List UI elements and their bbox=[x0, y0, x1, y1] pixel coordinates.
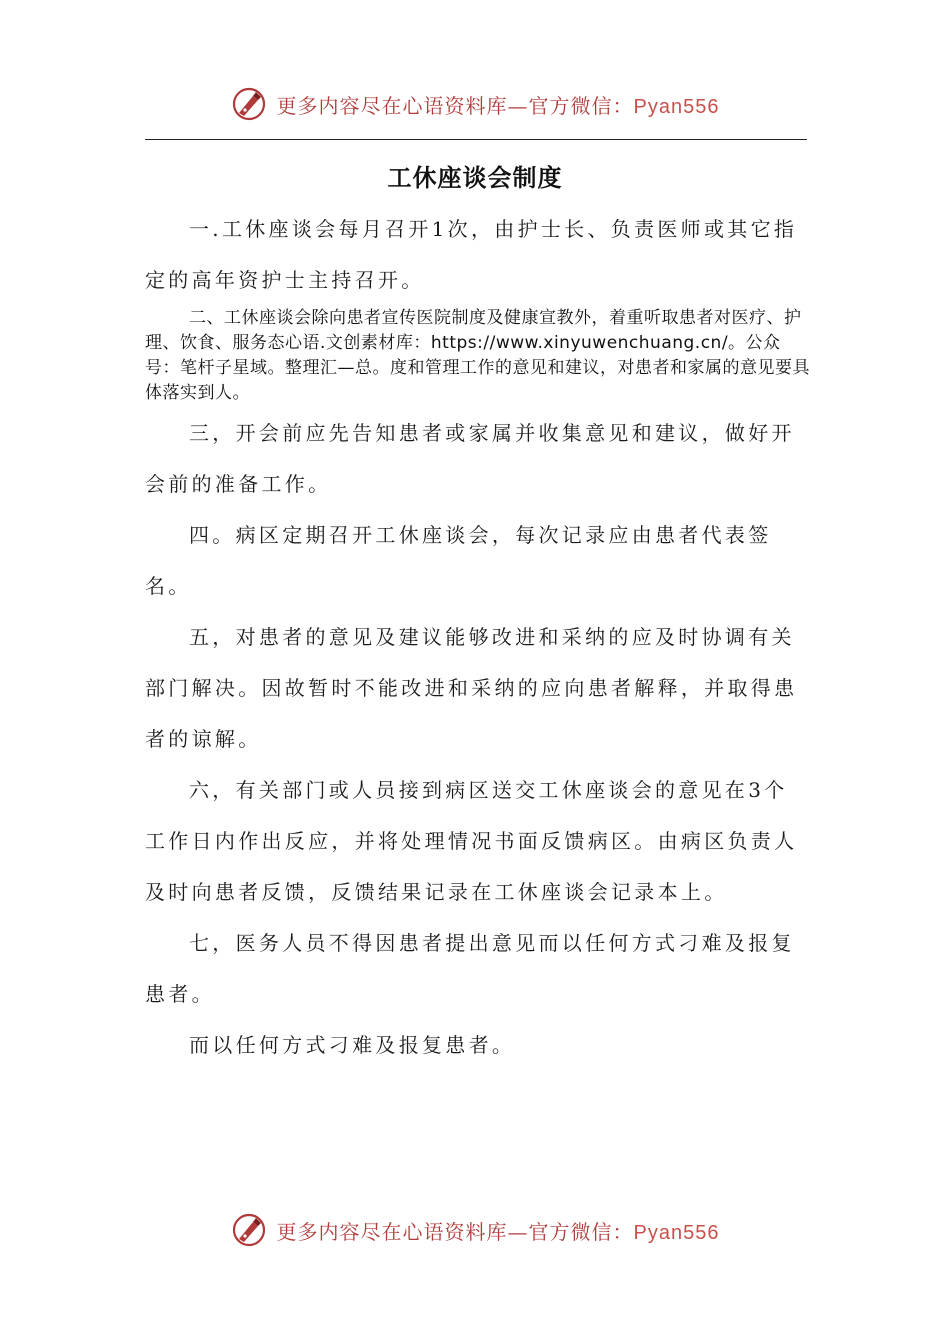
footer-banner-slogan: 更多内容尽在心语资料库—官方微信： bbox=[276, 1219, 634, 1244]
header-divider bbox=[145, 139, 807, 140]
banner-wechat-id: Pyan556 bbox=[633, 95, 720, 118]
pen-nib-logo-icon bbox=[231, 1212, 267, 1248]
document-body-continued bbox=[145, 408, 810, 1071]
banner-slogan: 更多内容尽在心语资料库—官方微信： bbox=[276, 93, 634, 118]
paragraph-8: 而以任何方式刁难及报复患者。 bbox=[189, 1033, 516, 1057]
header-banner bbox=[0, 82, 950, 126]
paragraph-7: 七，医务人员不得因患者提出意见而以任何方式刁难及报复患者。 bbox=[145, 931, 795, 1006]
document-title: 工休座谈会制度 bbox=[387, 164, 563, 192]
paragraph-3: 三，开会前应先告知患者或家属并收集意见和建议，做好开会前的准备工作。 bbox=[145, 421, 795, 496]
pen-nib-logo-icon bbox=[231, 86, 267, 122]
paragraph-6: 六，有关部门或人员接到病区送交工休座谈会的意见在3个工作日内作出反应，并将处理情况书面反馈病区。由病区负责人及时向患者反馈，反馈结果记录在工休座谈会记录本上。 bbox=[145, 778, 798, 904]
banner-text bbox=[277, 90, 720, 119]
paragraph-2: 二、工休座谈会除向患者宣传医院制度及健康宣教外，着重听取患者对医疗、护理、饮食、服务态心语.文创素材库：https://www.xinyuwenchuang.cn/。公众号：笔杆子星域。整理汇—总。度和管理工作的意见和建议，对患者和家属的意见要具体落实到人。 bbox=[145, 308, 810, 403]
footer-banner bbox=[0, 1208, 950, 1252]
footer-banner-wechat-id: Pyan556 bbox=[633, 1221, 720, 1244]
document-body-dense bbox=[145, 306, 810, 406]
document-body bbox=[145, 204, 810, 306]
footer-banner-text bbox=[277, 1216, 720, 1245]
paragraph-1: 一.工休座谈会每月召开1次，由护士长、负责医师或其它指定的高年资护士主持召开。 bbox=[145, 217, 798, 292]
paragraph-4: 四。病区定期召开工休座谈会，每次记录应由患者代表签名。 bbox=[145, 523, 772, 598]
paragraph-5: 五，对患者的意见及建议能够改进和采纳的应及时协调有关部门解决。因故暂时不能改进和采纳的应向患者解释，并取得患者的谅解。 bbox=[145, 625, 798, 751]
